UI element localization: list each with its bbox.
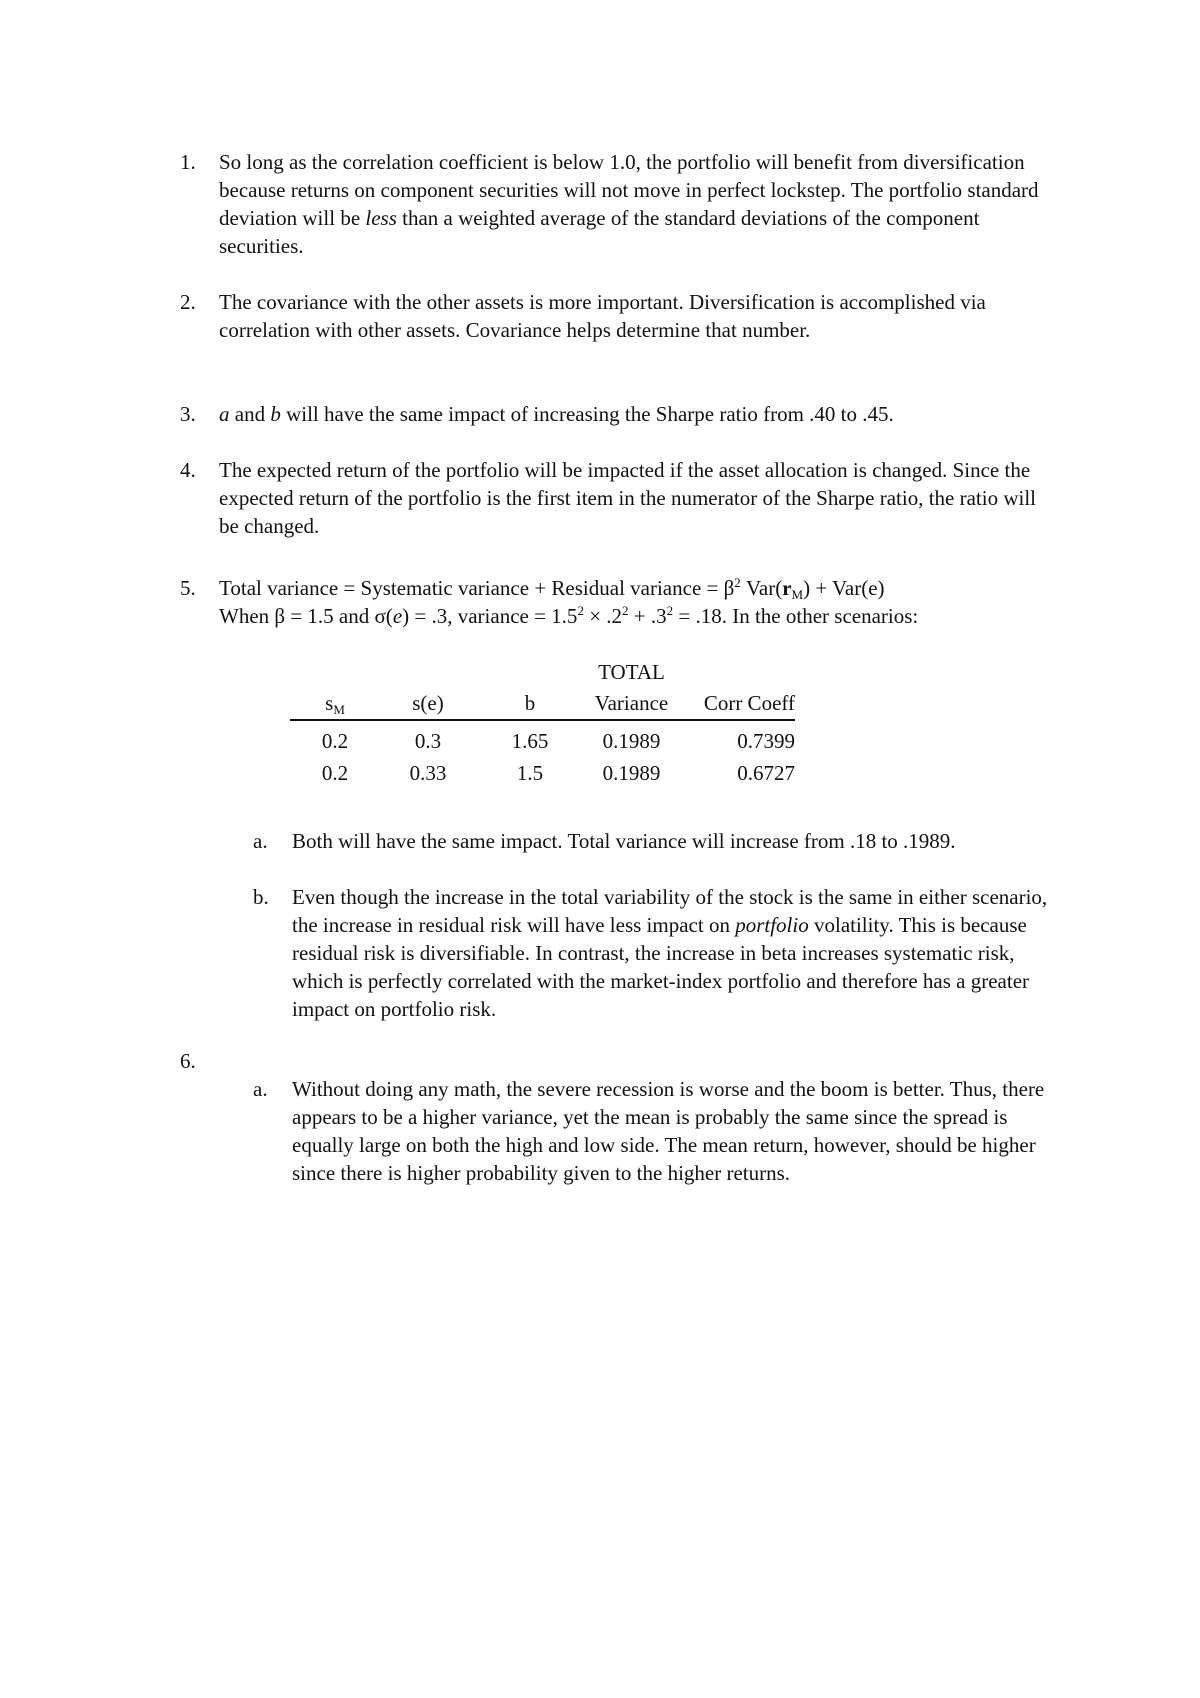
item-number: 6. bbox=[180, 1049, 196, 1073]
answer-1 bbox=[180, 148, 1060, 260]
column-header: b bbox=[476, 687, 584, 720]
answer-text: So long as the correlation coefficient is below 1.0, the portfolio will benefit from diversification because returns on component securities will not move in perfect lockstep. The portfolio standard deviation will be less than a weighted average of the standard deviations of the component securities. bbox=[219, 150, 1039, 258]
item-number: 2. bbox=[180, 290, 196, 314]
table-row: 0.2 0.3 1.65 0.1989 0.7399 bbox=[321, 729, 795, 753]
variance-formula: Total variance = Systematic variance + Residual variance = $\beta^2$ $Var(r_M) + Var(e)$ bbox=[219, 575, 885, 602]
item-number: 1. bbox=[180, 150, 196, 174]
emphasis-portfolio: portfolio bbox=[735, 913, 809, 937]
answer-text: Without doing any math, the severe recession is worse and the boom is better. Thus, there appears to be a higher variance, yet the mean is probably the same since the spread is equally large on both the high and low side. The mean return, however, should be higher since there is higher probability given to the higher returns. bbox=[292, 1077, 1045, 1185]
answer-4 bbox=[180, 456, 1060, 540]
item-number: 3. bbox=[180, 402, 196, 426]
answer-3 bbox=[180, 400, 1060, 428]
answer-text: The covariance with the other assets is more important. Diversification is accomplished via correlation with other assets. Covariance helps determine that number. bbox=[219, 290, 986, 342]
answer-5 bbox=[180, 574, 1060, 630]
item-letter: b. bbox=[253, 885, 269, 909]
column-header: Variance bbox=[584, 687, 679, 720]
column-header: $s_M$ bbox=[290, 687, 380, 720]
answer-5b bbox=[253, 883, 1068, 1023]
answer-text: The expected return of the portfolio will be impacted if the asset allocation is changed. Since the expected return of the portfolio is the first item in the numerator of the Sharpe ratio, the ratio will be changed. bbox=[219, 458, 1037, 538]
answer-text: Both will have the same impact. Total variance will increase from .18 to .1989. bbox=[292, 829, 956, 853]
header-total: TOTAL bbox=[598, 660, 665, 684]
item-number: 4. bbox=[180, 458, 196, 482]
table-header-row bbox=[290, 687, 795, 720]
answer-5a bbox=[253, 827, 1068, 855]
column-header: s(e) bbox=[380, 687, 476, 720]
answer-6a bbox=[253, 1075, 1068, 1187]
answer-2 bbox=[180, 288, 1060, 344]
variance-example: When β = 1.5 and σ(e) = .3, variance = $1.5^2 \times .2^2 + .3^2 = .18$. In the other scenarios: bbox=[219, 603, 919, 628]
item-letter: a. bbox=[253, 1077, 268, 1101]
answer-text bbox=[219, 574, 1060, 630]
item-letter: a. bbox=[253, 829, 268, 853]
item-number: 5. bbox=[180, 576, 196, 600]
table-row: 0.2 0.33 1.5 0.1989 0.6727 bbox=[321, 761, 795, 785]
answer-text: Even though the increase in the total variability of the stock is the same in either scenario, the increase in residual risk will have less impact on portfolio volatility. This is because residual risk is diversifiable. In contrast, the increase in beta increases systematic risk, which is perfectly correlated with the market-index portfolio and therefore has a greater impact on portfolio risk. bbox=[292, 885, 1048, 1021]
column-header: Corr Coeff bbox=[679, 687, 795, 720]
variance-table bbox=[290, 657, 795, 789]
emphasis-less: less bbox=[365, 206, 397, 230]
answer-text: a and b will have the same impact of increasing the Sharpe ratio from .40 to .45. bbox=[219, 402, 894, 426]
